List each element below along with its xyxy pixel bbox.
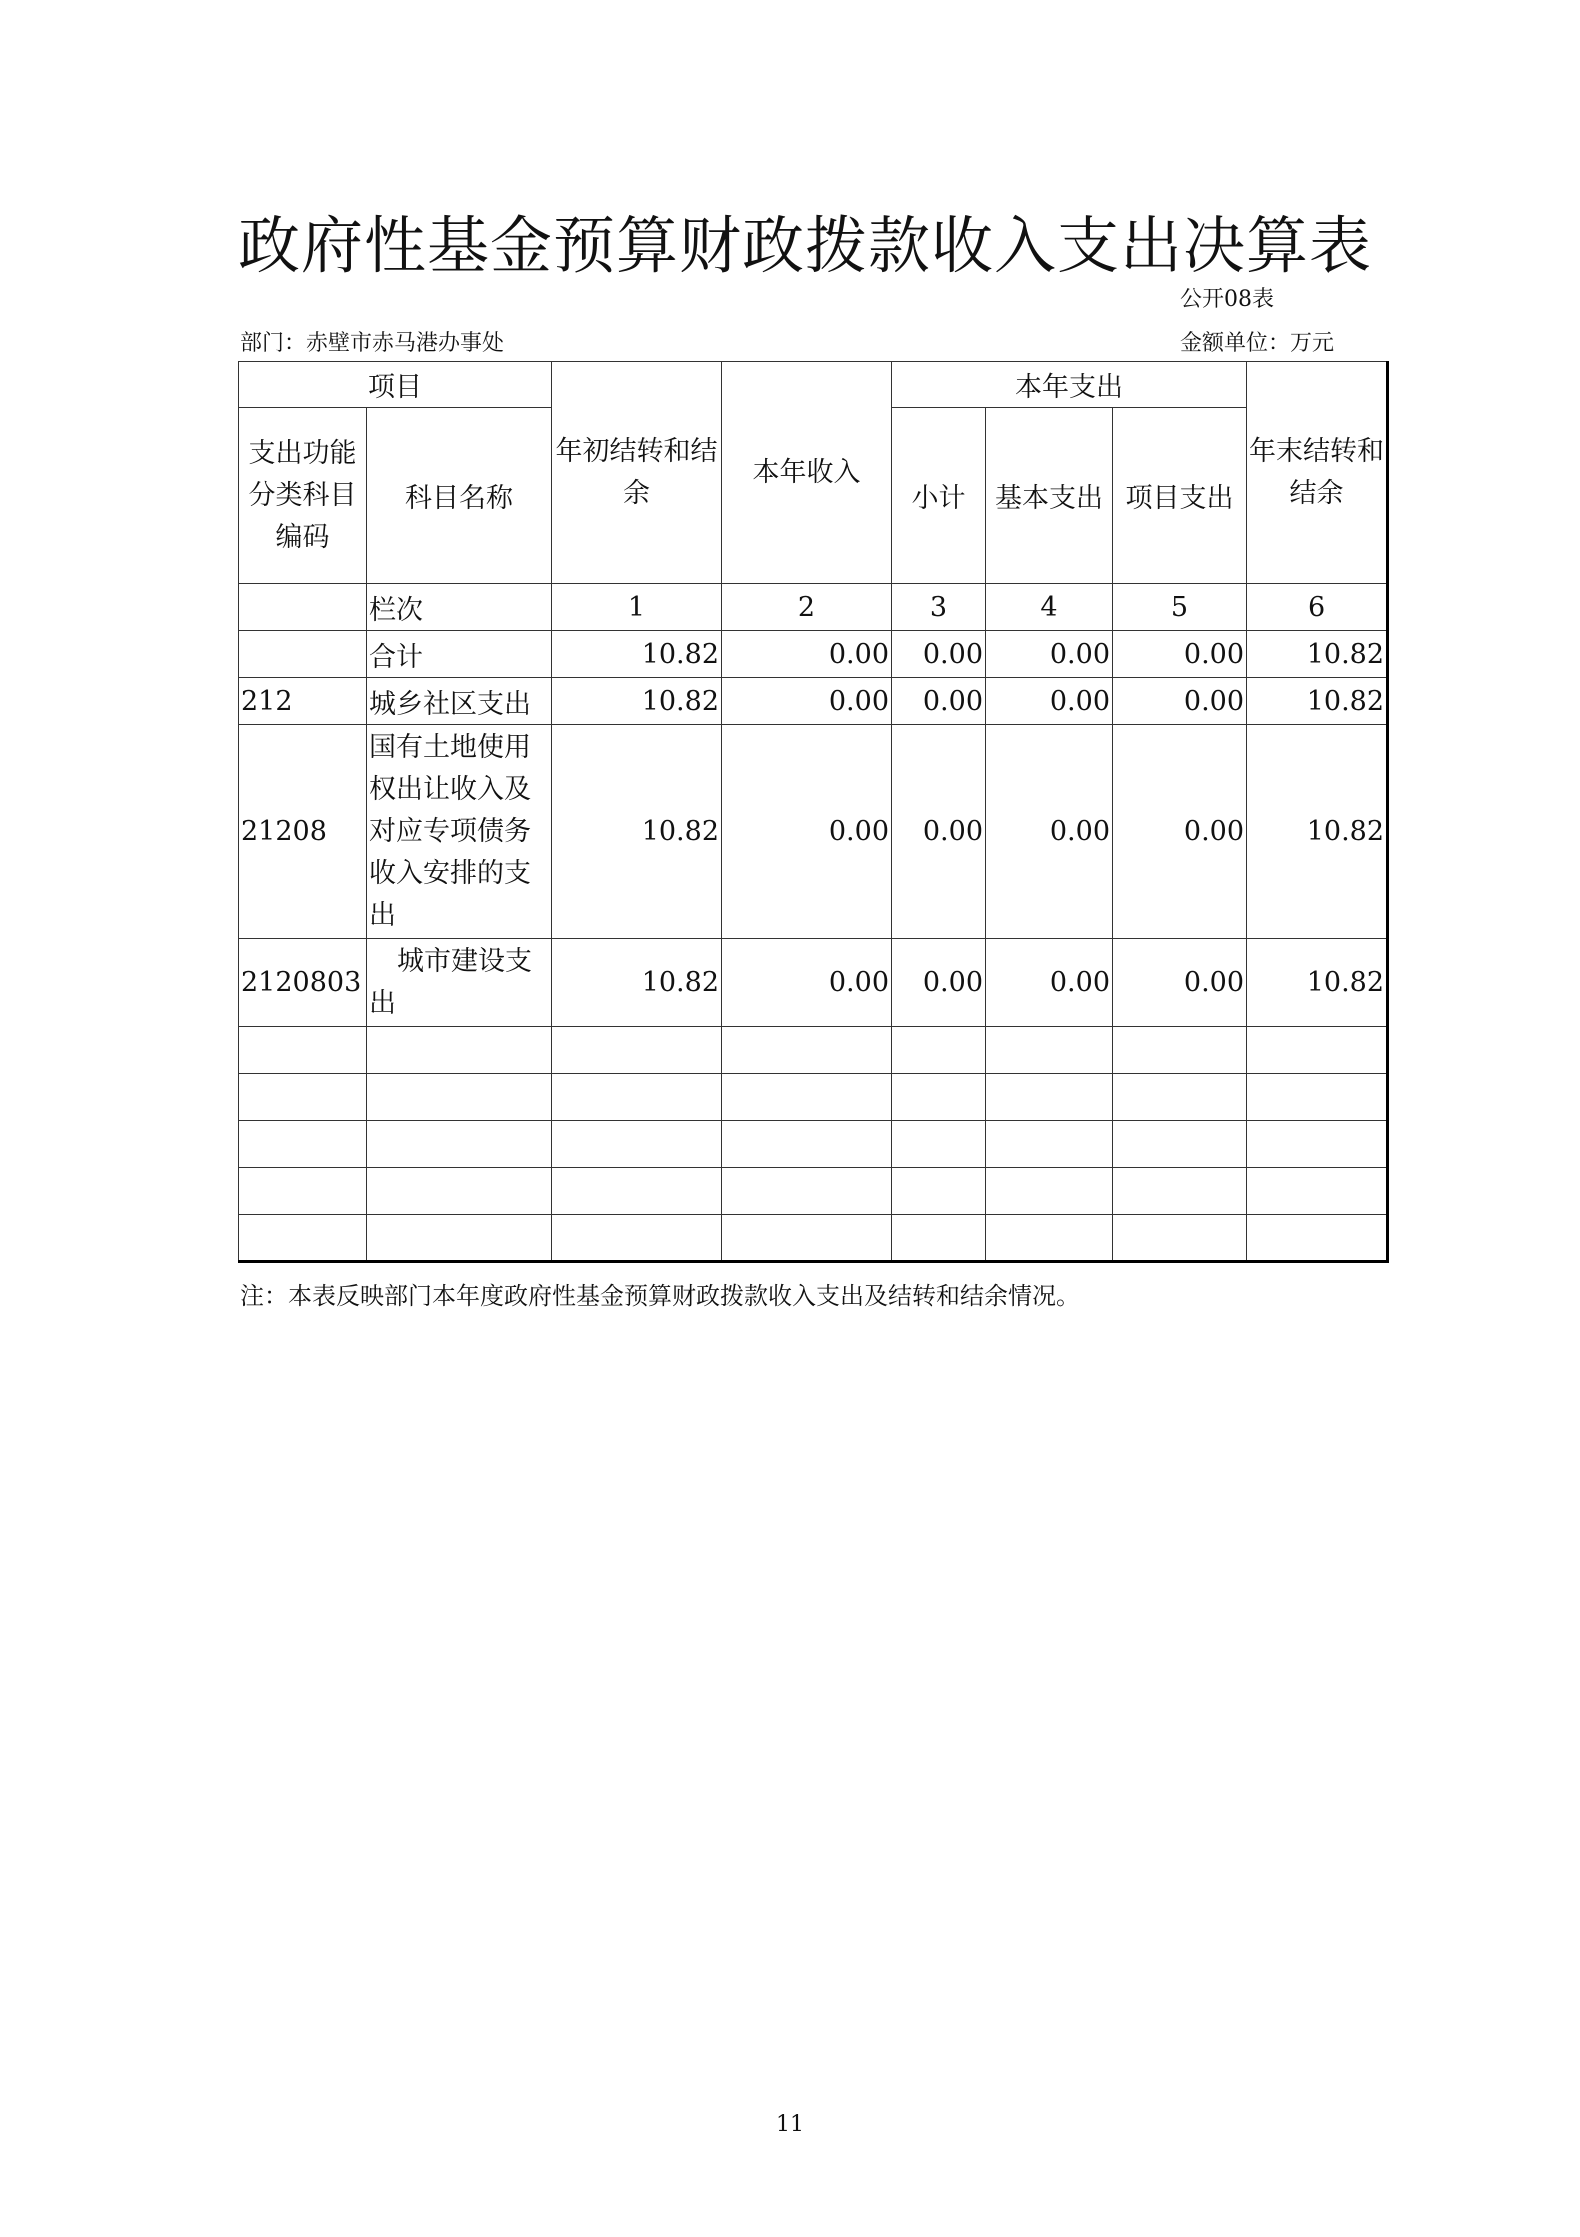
blank-cell <box>239 584 367 631</box>
header-closing: 年末结转和结余 <box>1247 362 1388 584</box>
table-row <box>239 725 1388 939</box>
column-number-row <box>239 584 1388 631</box>
row-subtotal: 0.00 <box>892 631 986 678</box>
row-income: 0.00 <box>722 725 892 939</box>
column-number-1: 1 <box>552 584 722 631</box>
row-closing: 10.82 <box>1247 678 1388 725</box>
unit-label: 金额单位：万元 <box>1180 331 1335 356</box>
column-number-3: 3 <box>892 584 986 631</box>
header-opening: 年初结转和结余 <box>552 362 722 584</box>
row-name: 合计 <box>367 631 552 678</box>
header-name: 科目名称 <box>367 408 552 584</box>
header-basic: 基本支出 <box>986 408 1113 584</box>
header-income: 本年收入 <box>722 362 892 584</box>
header-subtotal: 小计 <box>892 408 986 584</box>
column-number-5: 5 <box>1113 584 1247 631</box>
table-row <box>239 631 1388 678</box>
row-closing: 10.82 <box>1247 939 1388 1027</box>
row-opening: 10.82 <box>552 678 722 725</box>
row-subtotal: 0.00 <box>892 939 986 1027</box>
empty-row <box>239 1215 1388 1262</box>
row-name: 城市建设支出 <box>367 939 552 1027</box>
row-basic: 0.00 <box>986 725 1113 939</box>
row-opening: 10.82 <box>552 725 722 939</box>
row-name: 国有土地使用权出让收入及对应专项债务收入安排的支出 <box>367 725 552 939</box>
row-code: 21208 <box>239 725 367 939</box>
row-code <box>239 631 367 678</box>
empty-row <box>239 1168 1388 1215</box>
page-number: 11 <box>776 2112 804 2137</box>
header-row-1 <box>239 362 1388 408</box>
row-project: 0.00 <box>1113 939 1247 1027</box>
row-code: 2120803 <box>239 939 367 1027</box>
row-project: 0.00 <box>1113 631 1247 678</box>
row-opening: 10.82 <box>552 939 722 1027</box>
row-subtotal: 0.00 <box>892 725 986 939</box>
row-code: 212 <box>239 678 367 725</box>
page-title: 政府性基金预算财政拨款收入支出决算表 <box>238 209 1373 282</box>
empty-row <box>239 1074 1388 1121</box>
row-basic: 0.00 <box>986 678 1113 725</box>
table-row <box>239 678 1388 725</box>
row-closing: 10.82 <box>1247 725 1388 939</box>
column-number-6: 6 <box>1247 584 1388 631</box>
row-name: 城乡社区支出 <box>367 678 552 725</box>
empty-row <box>239 1027 1388 1074</box>
row-subtotal: 0.00 <box>892 678 986 725</box>
header-project-exp: 项目支出 <box>1113 408 1247 584</box>
column-number-2: 2 <box>722 584 892 631</box>
empty-row <box>239 1121 1388 1168</box>
form-number: 公开08表 <box>1180 287 1274 312</box>
column-number-label: 栏次 <box>367 584 552 631</box>
table-row <box>239 939 1388 1027</box>
department-label: 部门：赤壁市赤马港办事处 <box>240 331 505 356</box>
row-basic: 0.00 <box>986 939 1113 1027</box>
row-closing: 10.82 <box>1247 631 1388 678</box>
row-income: 0.00 <box>722 678 892 725</box>
header-code: 支出功能分类科目编码 <box>239 408 367 584</box>
column-number-4: 4 <box>986 584 1113 631</box>
row-income: 0.00 <box>722 631 892 678</box>
budget-table <box>238 361 1389 1263</box>
row-project: 0.00 <box>1113 678 1247 725</box>
row-opening: 10.82 <box>552 631 722 678</box>
table-note: 注：本表反映部门本年度政府性基金预算财政拨款收入支出及结转和结余情况。 <box>240 1282 1080 1310</box>
header-project: 项目 <box>239 362 552 408</box>
row-project: 0.00 <box>1113 725 1247 939</box>
header-expense-group: 本年支出 <box>892 362 1247 408</box>
row-basic: 0.00 <box>986 631 1113 678</box>
row-income: 0.00 <box>722 939 892 1027</box>
